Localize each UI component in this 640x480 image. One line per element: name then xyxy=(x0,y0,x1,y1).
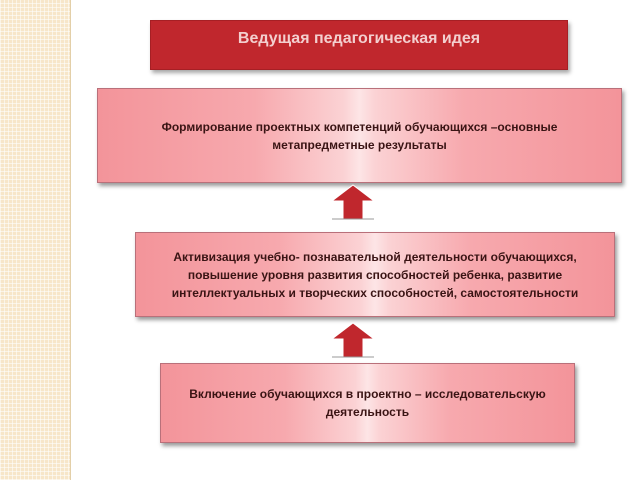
title-banner xyxy=(150,20,568,70)
result-box xyxy=(97,88,622,183)
activation-box-text: Активизация учебно- познавательной деятельности обучающихся, повышение уровня развития способностей ребенка, развитие интеллектуальных и творческих способностей, самостоятельности xyxy=(171,249,579,300)
inclusion-box xyxy=(160,363,575,443)
decorative-side-strip xyxy=(0,0,71,480)
result-box-text: Формирование проектных компетенций обучающихся –основные метапредметные результаты xyxy=(161,119,558,152)
up-arrow-icon xyxy=(331,184,375,220)
inclusion-box-text: Включение обучающихся в проектно – исследовательскую деятельность xyxy=(189,387,546,419)
up-arrow-icon xyxy=(331,322,375,358)
activation-box xyxy=(135,232,615,317)
title-text: Ведущая педагогическая идея xyxy=(237,30,481,47)
